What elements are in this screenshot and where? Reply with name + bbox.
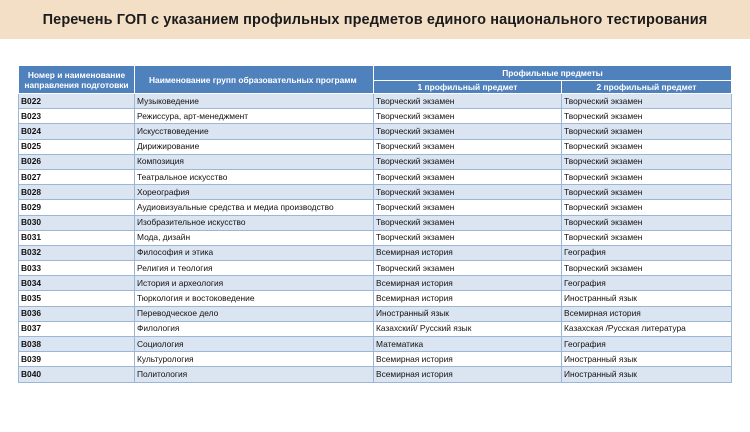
table-row (19, 367, 732, 382)
table-row (19, 230, 732, 245)
cell-subject-2: Творческий экзамен (562, 124, 732, 139)
cell-subject-2: Иностранный язык (562, 352, 732, 367)
cell-subject-2: Творческий экзамен (562, 230, 732, 245)
cell-program-group: Искусствоведение (135, 124, 374, 139)
cell-subject-2: Творческий экзамен (562, 261, 732, 276)
subjects-table-container (18, 65, 731, 383)
cell-program-group: Музыковедение (135, 94, 374, 109)
cell-program-group: Дирижирование (135, 139, 374, 154)
cell-program-group: Религия и теология (135, 261, 374, 276)
cell-subject-1: Творческий экзамен (374, 261, 562, 276)
cell-subject-2: Творческий экзамен (562, 215, 732, 230)
cell-subject-2: Творческий экзамен (562, 185, 732, 200)
cell-code: В040 (19, 367, 135, 382)
cell-code: В026 (19, 154, 135, 169)
table-row (19, 321, 732, 336)
cell-subject-1: Творческий экзамен (374, 94, 562, 109)
cell-program-group: Мода, дизайн (135, 230, 374, 245)
subjects-table (18, 65, 732, 383)
cell-subject-1: Всемирная история (374, 367, 562, 382)
cell-code: В037 (19, 321, 135, 336)
table-row (19, 109, 732, 124)
table-row (19, 276, 732, 291)
cell-subject-2: География (562, 276, 732, 291)
cell-code: В023 (19, 109, 135, 124)
table-row (19, 94, 732, 109)
table-body (19, 94, 732, 383)
table-row (19, 215, 732, 230)
cell-code: В031 (19, 230, 135, 245)
cell-code: В038 (19, 337, 135, 352)
table-row (19, 352, 732, 367)
table-row (19, 200, 732, 215)
table-row (19, 124, 732, 139)
cell-program-group: Режиссура, арт-менеджмент (135, 109, 374, 124)
cell-subject-1: Математика (374, 337, 562, 352)
cell-subject-1: Иностранный язык (374, 306, 562, 321)
cell-code: В036 (19, 306, 135, 321)
cell-program-group: Хореография (135, 185, 374, 200)
cell-code: В022 (19, 94, 135, 109)
cell-subject-2: Иностранный язык (562, 367, 732, 382)
cell-program-group: Композиция (135, 154, 374, 169)
table-header (19, 66, 732, 94)
cell-subject-2: Творческий экзамен (562, 109, 732, 124)
cell-subject-2: Казахская /Русская литература (562, 321, 732, 336)
header-subject-1: 1 профильный предмет (374, 81, 562, 94)
table-row (19, 185, 732, 200)
table-row (19, 337, 732, 352)
table-row (19, 245, 732, 260)
title-banner (0, 0, 750, 39)
table-row (19, 306, 732, 321)
cell-subject-1: Творческий экзамен (374, 124, 562, 139)
cell-code: В030 (19, 215, 135, 230)
cell-subject-1: Творческий экзамен (374, 215, 562, 230)
cell-program-group: Переводческое дело (135, 306, 374, 321)
cell-code: В034 (19, 276, 135, 291)
cell-program-group: Социология (135, 337, 374, 352)
cell-subject-1: Творческий экзамен (374, 139, 562, 154)
cell-code: В035 (19, 291, 135, 306)
cell-program-group: История и археология (135, 276, 374, 291)
cell-subject-1: Творческий экзамен (374, 154, 562, 169)
table-row (19, 261, 732, 276)
cell-subject-2: Творческий экзамен (562, 154, 732, 169)
cell-subject-2: География (562, 337, 732, 352)
cell-program-group: Театральное искусство (135, 169, 374, 184)
cell-code: В028 (19, 185, 135, 200)
cell-code: В029 (19, 200, 135, 215)
cell-subject-1: Казахский/ Русский язык (374, 321, 562, 336)
cell-subject-1: Всемирная история (374, 352, 562, 367)
table-row (19, 291, 732, 306)
cell-program-group: Культурология (135, 352, 374, 367)
table-row (19, 169, 732, 184)
cell-program-group: Изобразительное искусство (135, 215, 374, 230)
cell-code: В033 (19, 261, 135, 276)
cell-subject-1: Творческий экзамен (374, 169, 562, 184)
page-title: Перечень ГОП с указанием профильных предметов единого национального тестирования (42, 11, 708, 28)
table-row (19, 154, 732, 169)
cell-subject-1: Творческий экзамен (374, 109, 562, 124)
cell-subject-1: Всемирная история (374, 245, 562, 260)
cell-program-group: Аудиовизуальные средства и медиа производство (135, 200, 374, 215)
cell-subject-2: Творческий экзамен (562, 169, 732, 184)
cell-code: В027 (19, 169, 135, 184)
cell-subject-2: География (562, 245, 732, 260)
cell-program-group: Филология (135, 321, 374, 336)
cell-subject-2: Творческий экзамен (562, 200, 732, 215)
cell-subject-2: Всемирная история (562, 306, 732, 321)
cell-code: В024 (19, 124, 135, 139)
cell-program-group: Тюркология и востоковедение (135, 291, 374, 306)
cell-program-group: Политология (135, 367, 374, 382)
cell-subject-1: Всемирная история (374, 291, 562, 306)
cell-subject-2: Творческий экзамен (562, 94, 732, 109)
table-row (19, 139, 732, 154)
cell-program-group: Философия и этика (135, 245, 374, 260)
cell-subject-1: Всемирная история (374, 276, 562, 291)
cell-subject-2: Иностранный язык (562, 291, 732, 306)
cell-subject-1: Творческий экзамен (374, 200, 562, 215)
cell-code: В032 (19, 245, 135, 260)
cell-subject-1: Творческий экзамен (374, 230, 562, 245)
header-profile-subjects: Профильные предметы (374, 66, 732, 81)
cell-subject-2: Творческий экзамен (562, 139, 732, 154)
cell-code: В039 (19, 352, 135, 367)
cell-code: В025 (19, 139, 135, 154)
header-code: Номер и наименование направления подготовки (19, 66, 135, 94)
header-program-group: Наименование групп образовательных программ (135, 66, 374, 94)
header-subject-2: 2 профильный предмет (562, 81, 732, 94)
cell-subject-1: Творческий экзамен (374, 185, 562, 200)
